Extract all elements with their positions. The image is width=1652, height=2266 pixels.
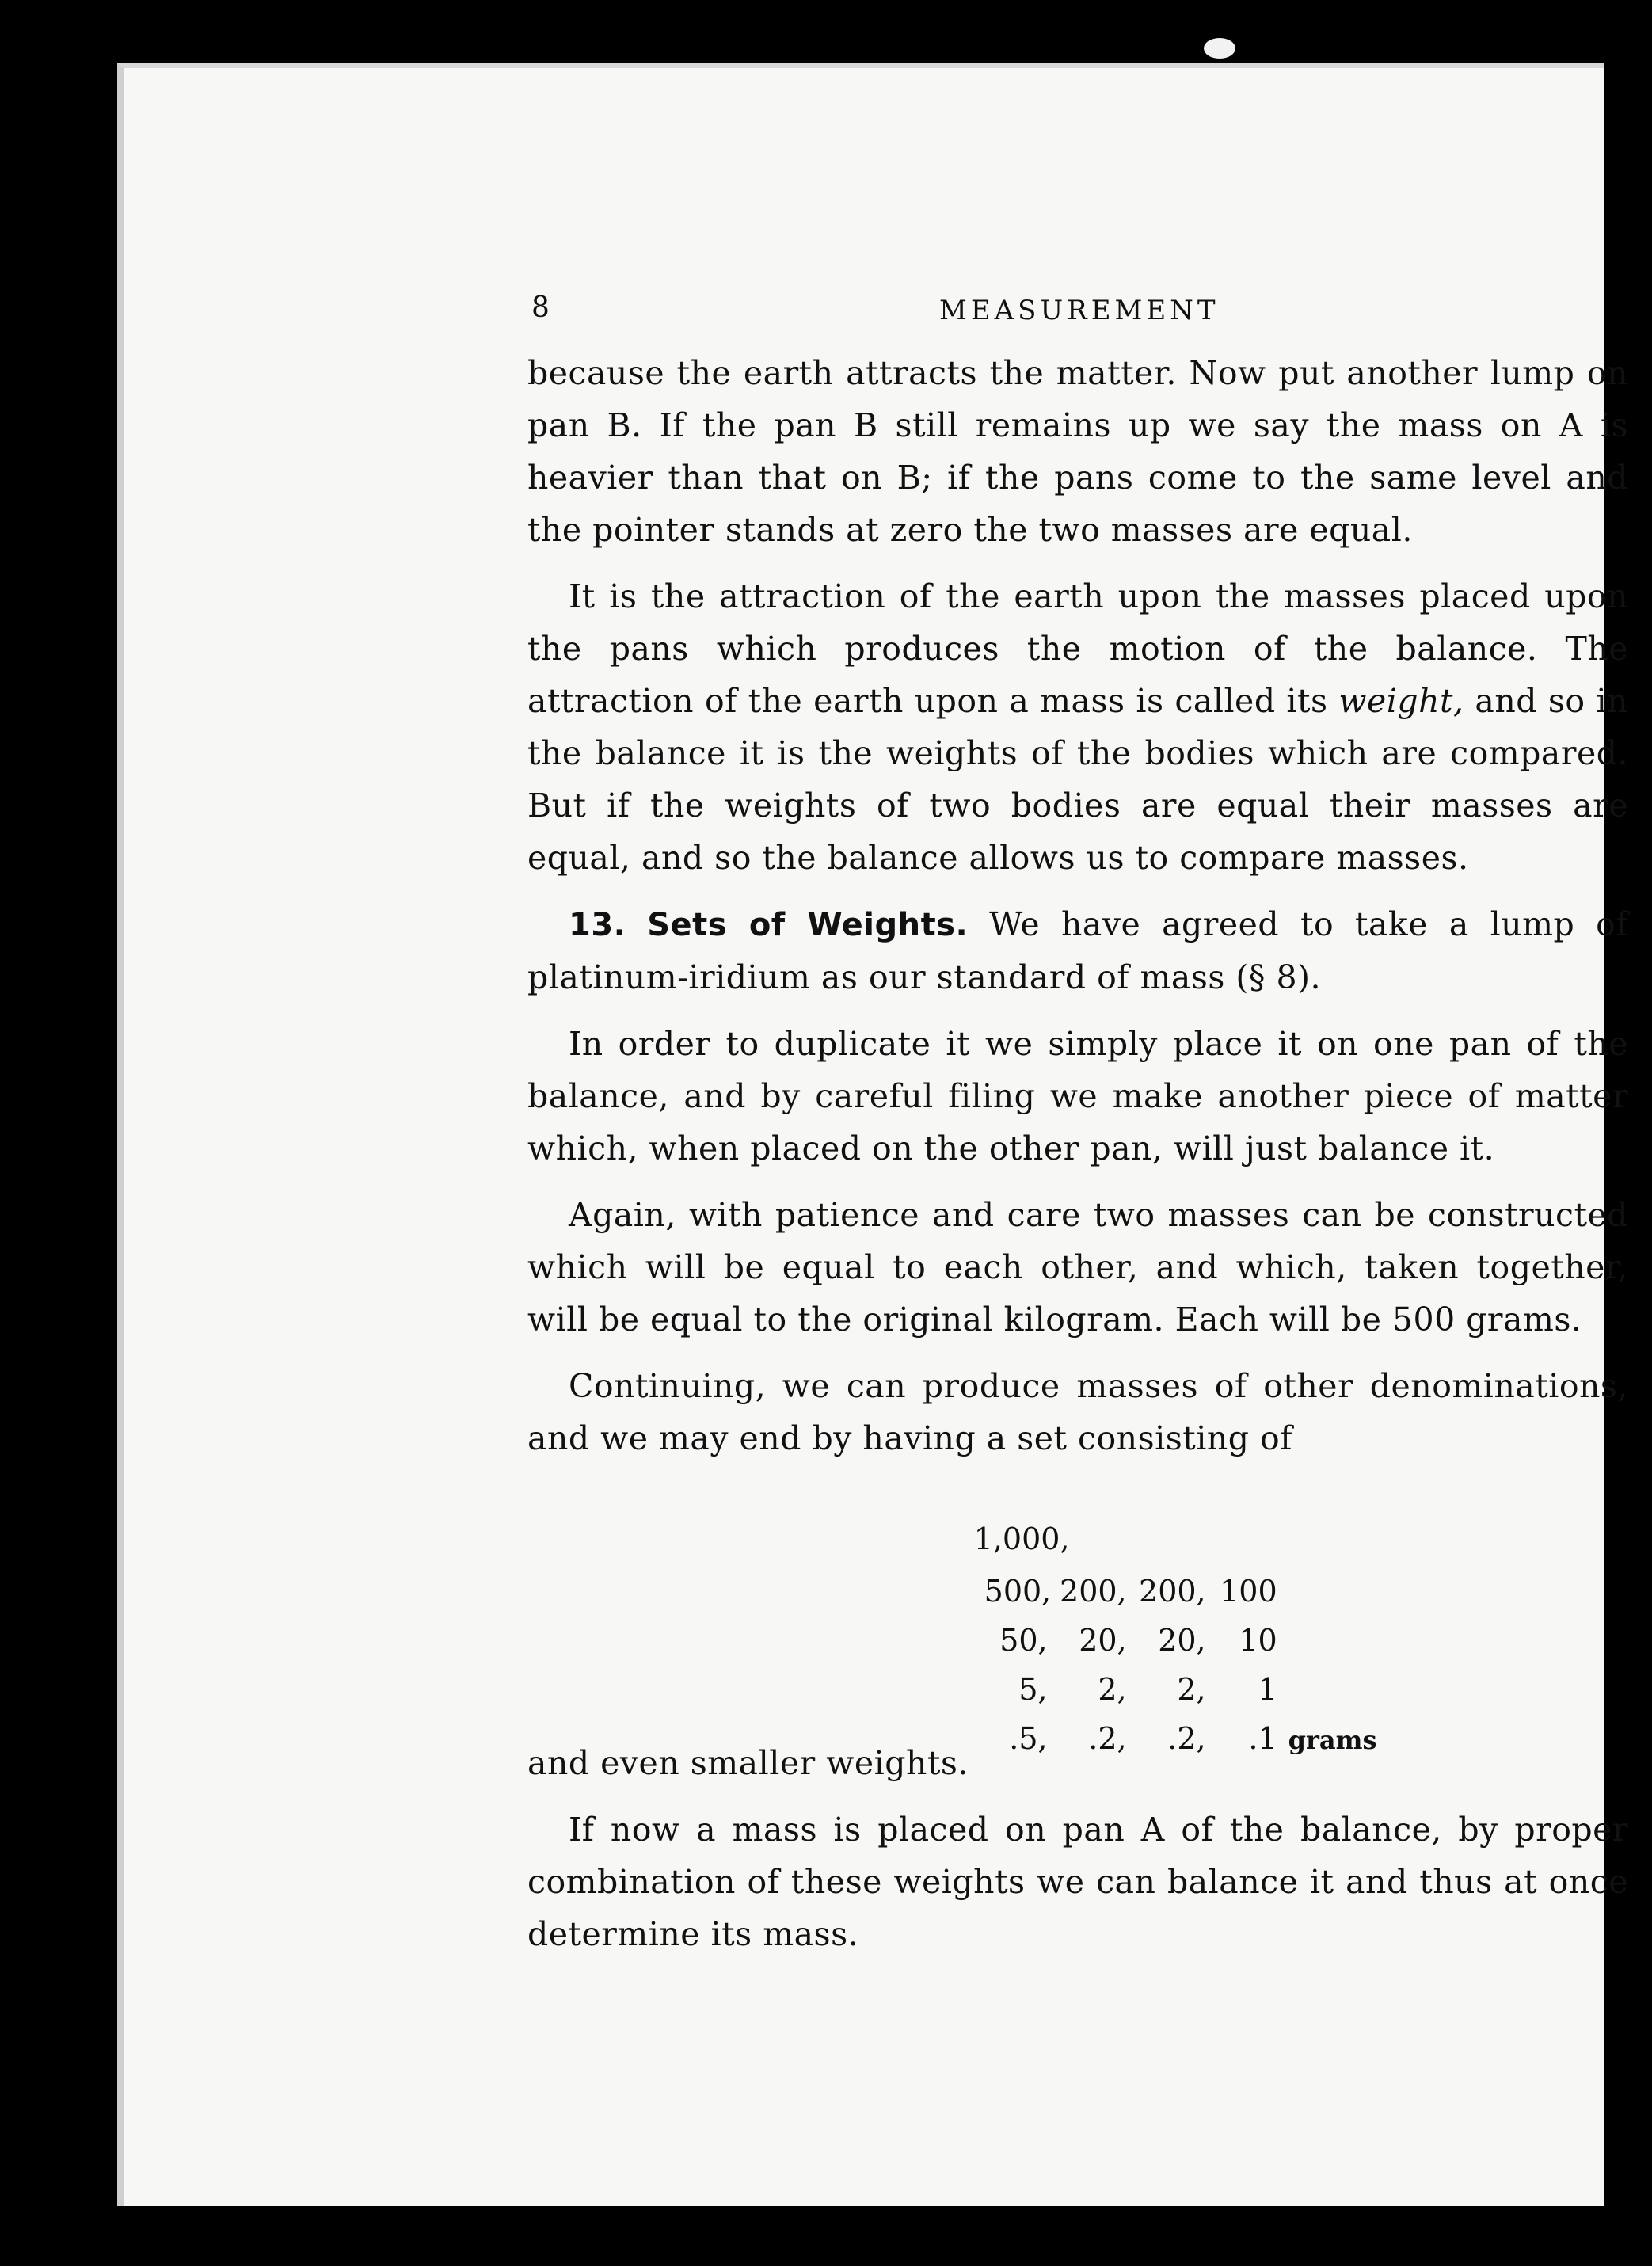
section-13-text: We have agreed to take a lump of platinum-iridium as our standard of mass (§ 8). xyxy=(527,905,1629,996)
paragraph-2-text-b: and so in the balance it is the weights of the bodies which are compared. But if the weights of two bodies are equal their masses are equal, and so the balance allows us to compare masses. xyxy=(527,682,1628,877)
weight-cell: 200, xyxy=(1139,1574,1206,1609)
weight-cell: 200, xyxy=(1060,1574,1127,1609)
paragraph-6: Continuing, we can produce masses of other denominations, and we may end by having a set consisting of xyxy=(527,1367,1628,1457)
weight-cell: 1,000, xyxy=(973,1521,1070,1556)
page-number: 8 xyxy=(531,291,550,324)
weight-cell: 500, xyxy=(984,1574,1052,1609)
weight-cell: .1 xyxy=(1248,1721,1277,1756)
weight-cell: 2, xyxy=(1177,1672,1206,1707)
weight-cell: 1 xyxy=(1258,1672,1277,1707)
weight-cell: 50, xyxy=(999,1623,1048,1658)
paragraph-5: Again, with patience and care two masses can be constructed which will be equal to each other, and which, taken together, will be equal to the original kilogram. Each will be 500 grams. xyxy=(527,1196,1628,1339)
weights-unit-label: grams xyxy=(1288,1725,1377,1755)
paragraph-8: If now a mass is placed on pan A of the balance, by proper combination of these weights we can balance it and thus at once determine its mass. xyxy=(527,1811,1628,1953)
running-title: MEASUREMENT xyxy=(939,295,1220,326)
paragraph-2-text-a: It is the attraction of the earth upon the masses placed upon the pans which produces the motion of the balance. The attraction of the earth upon a mass is called its xyxy=(527,577,1628,720)
weights-row-5 xyxy=(908,1667,1376,1811)
section-number: 13. xyxy=(569,907,626,943)
weight-cell: 10 xyxy=(1239,1623,1277,1658)
page-content xyxy=(527,284,1628,1960)
paragraph-2 xyxy=(527,570,1628,884)
paragraph-4: In order to duplicate it we simply place it on one pan of the balance, and by careful filing we make another piece of matter which, when placed on the other pan, will just balance it. xyxy=(527,1025,1628,1167)
paragraph-2-italic: weight, xyxy=(1338,682,1464,720)
weight-cell: .5, xyxy=(1009,1721,1048,1756)
section-13-paragraph xyxy=(527,898,1628,1004)
weight-cell: 20, xyxy=(1158,1623,1206,1658)
paragraph-1: because the earth attracts the matter. Now put another lump on pan B. If the pan B still remains up we say the mass on A is heavier than that on B; if the pans come to the same level and the pointer stands at zero the two masses are equal. xyxy=(527,354,1628,549)
weight-cell: .2, xyxy=(1088,1721,1127,1756)
book-page xyxy=(117,63,1629,2206)
weight-cell: 2, xyxy=(1098,1672,1127,1707)
scan-artifact xyxy=(1204,38,1235,59)
weight-cell: 20, xyxy=(1079,1623,1127,1658)
weight-cell: 100 xyxy=(1220,1574,1277,1609)
weights-table xyxy=(527,1468,1628,1756)
weight-cell: 5, xyxy=(1018,1672,1048,1707)
weight-cell: .2, xyxy=(1167,1721,1206,1756)
paragraph-7: and even smaller weights. xyxy=(527,1744,969,1782)
page-header xyxy=(527,284,1628,347)
section-title: Sets of Weights. xyxy=(647,907,969,943)
